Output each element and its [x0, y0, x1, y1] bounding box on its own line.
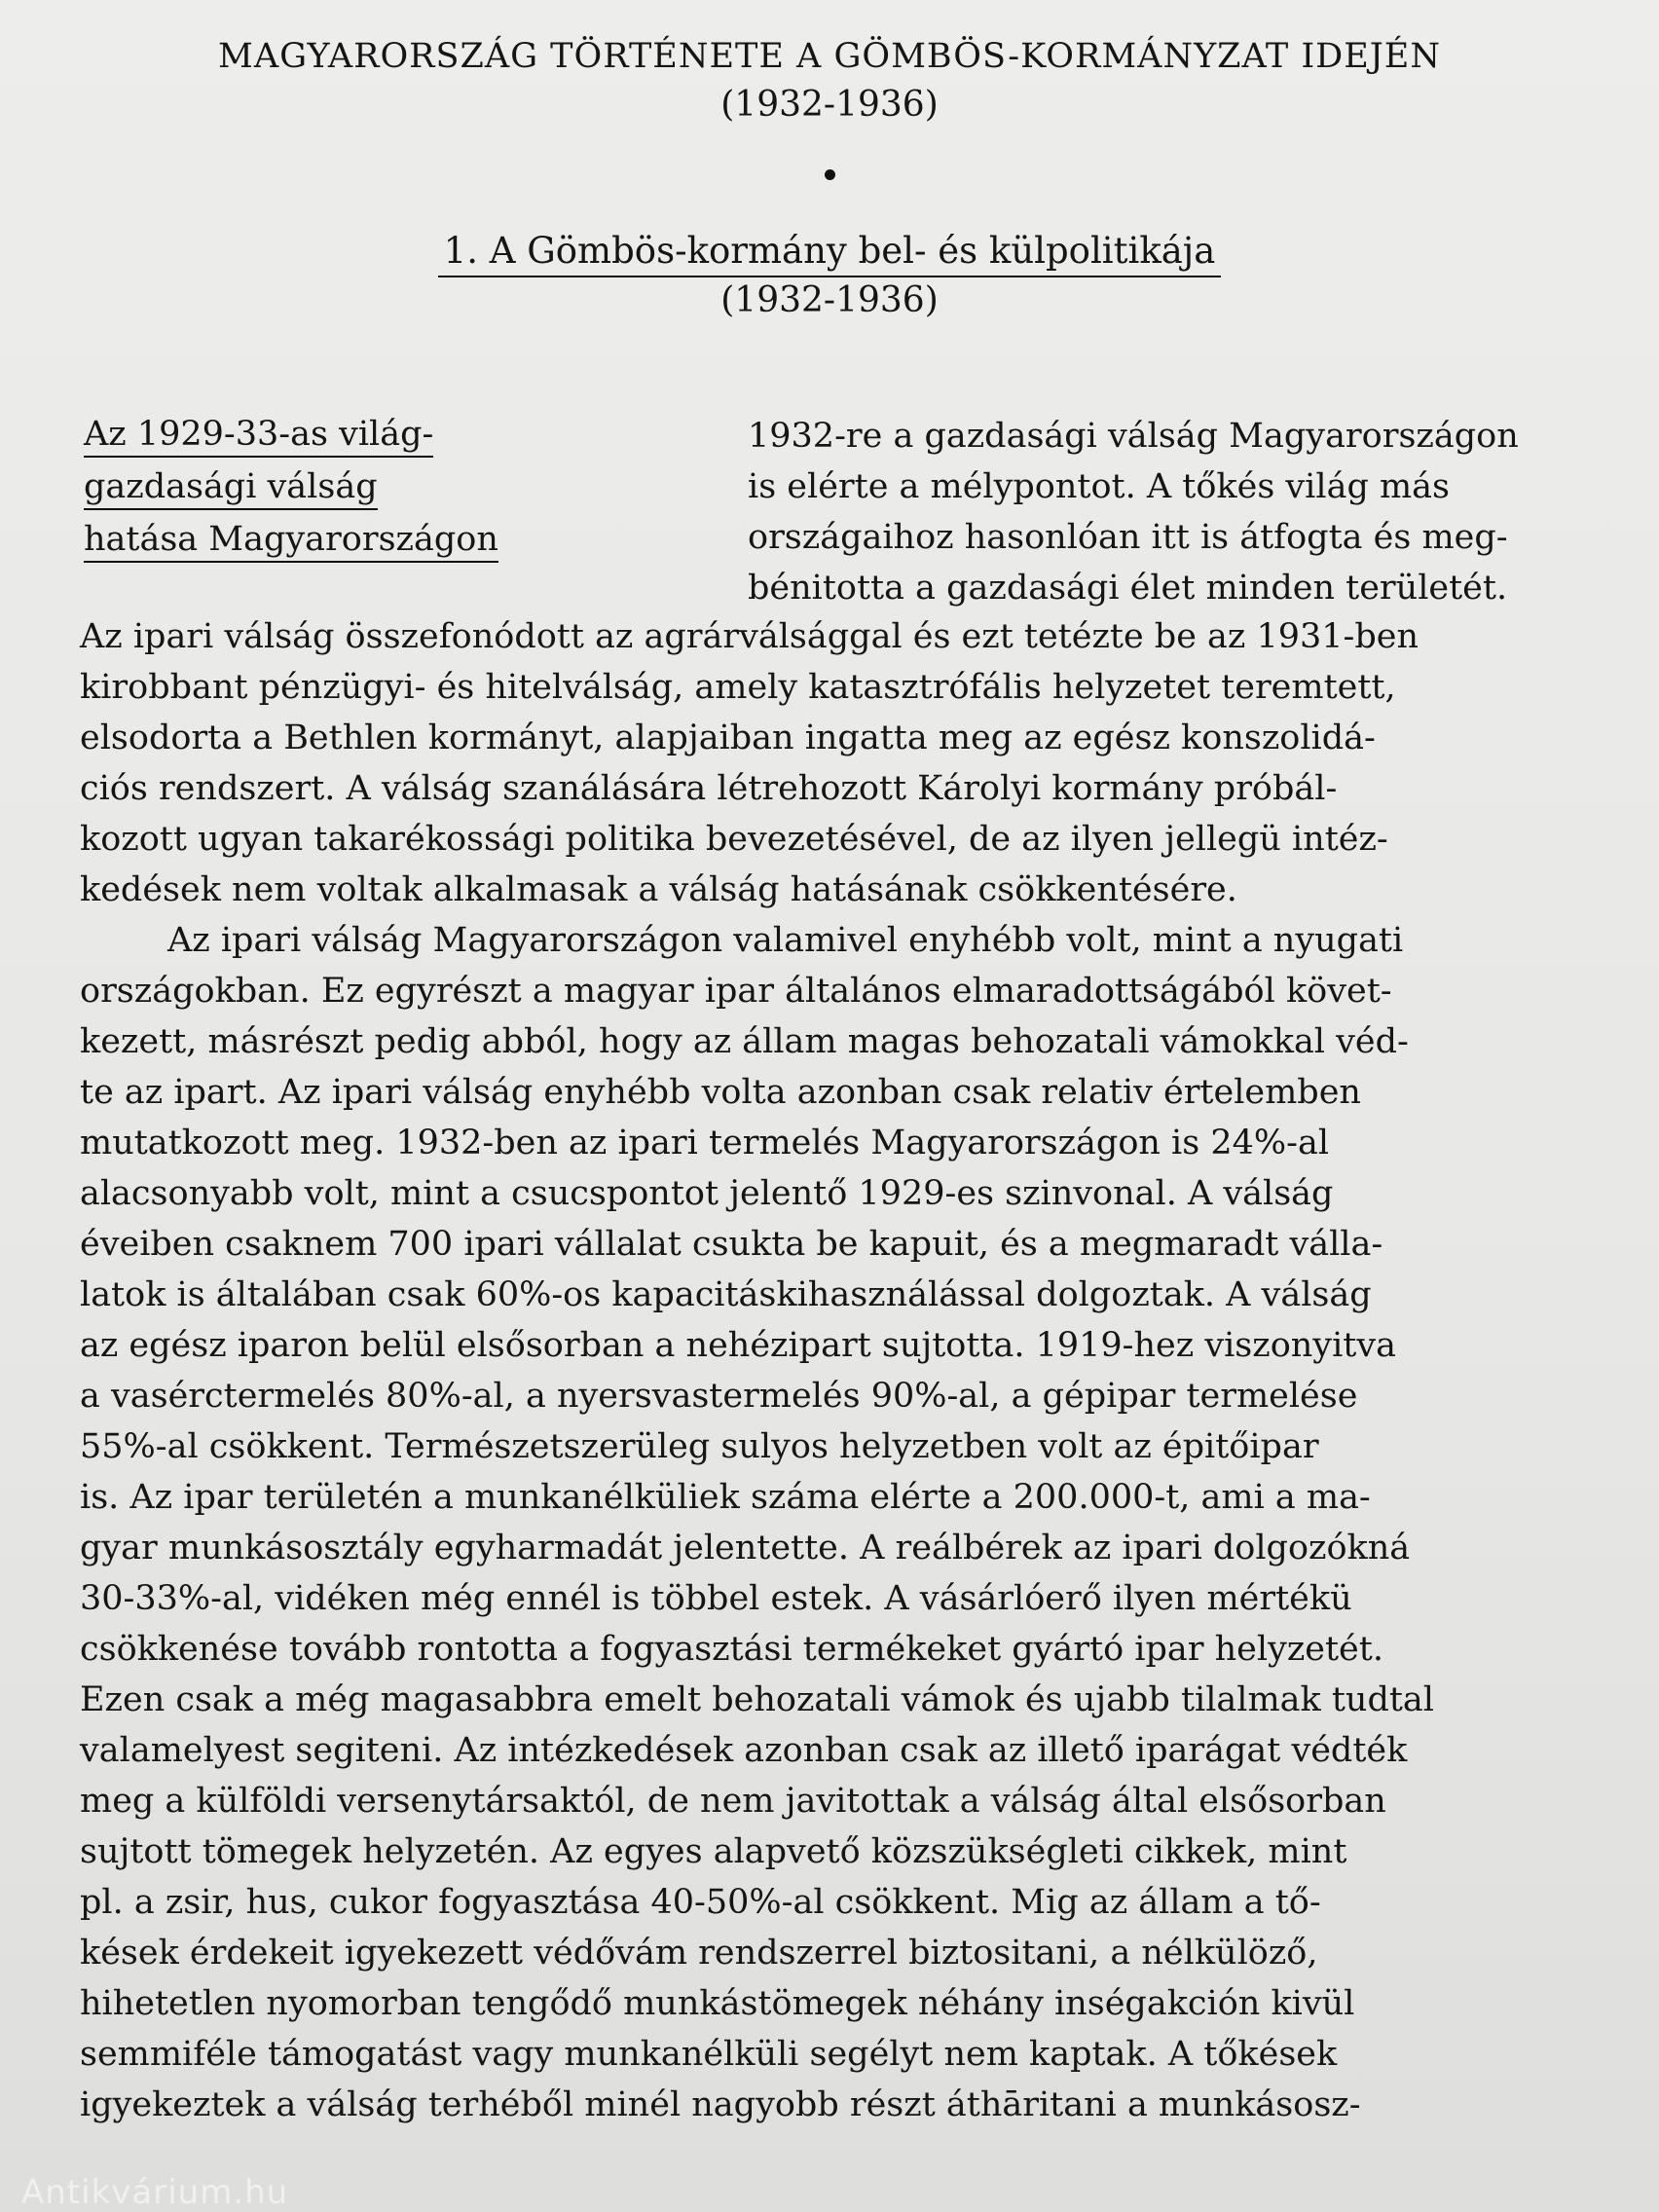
text-line: mutatkozott meg. 1932-ben az ipari termelés Magyarországon is 24%-al — [80, 1124, 1330, 1162]
text-line: is. Az ipar területén a munkanélküliek száma elérte a 200.000-t, ami a ma- — [80, 1478, 1371, 1517]
text-line: gyar munkásosztály egyharmadát jelentette. A reálbérek az ipari dolgozókná — [80, 1529, 1411, 1567]
text-line: az egész iparon belül elsősorban a nehézipart sujtotta. 1919-hez viszonyitva — [80, 1326, 1396, 1365]
text-line: Ezen csak a még magasabbra emelt behozatali vámok és ujabb tilalmak tudtal — [80, 1680, 1434, 1719]
text-line: 30-33%-al, vidéken még ennél is többel estek. A vásárlóerő ilyen mértékü — [80, 1579, 1352, 1618]
text-line: Az ipari válság összefonódott az agrárválsággal és ezt tetézte be az 1931-ben — [80, 617, 1419, 656]
text-line: latok is általában csak 60%-os kapacitáskihasználással dolgoztak. A válság — [80, 1275, 1372, 1314]
text-line: csökkenése tovább rontotta a fogyasztási termékeket gyártó ipar helyzetét. — [80, 1630, 1383, 1669]
text-line: Az ipari válság Magyarországon valamivel enyhébb volt, mint a nyugati — [167, 921, 1404, 960]
side-heading-line: Az 1929-33-as világ- — [84, 413, 433, 458]
text-line: igyekeztek a válság terhéből minél nagyobb részt áthāritani a munkásosz- — [80, 2085, 1361, 2124]
text-line: országokban. Ez egyrészt a magyar ipar általános elmaradottságából követ- — [80, 972, 1392, 1011]
text-line: valamelyest segiteni. Az intézkedések azonban csak az illető iparágat védték — [80, 1731, 1408, 1770]
text-line: kirobbant pénzügyi- és hitelválság, amely katasztrófális helyzetet teremtett, — [80, 668, 1396, 707]
paragraph-1 — [80, 611, 1655, 915]
text-line: te az ipart. Az ipari válság enyhébb volta azonban csak relativ értelemben — [80, 1073, 1361, 1112]
side-heading-line: gazdasági válság — [84, 465, 378, 510]
text-line: meg a külföldi versenytársaktól, de nem javitottak a válság által elsősorban — [80, 1782, 1386, 1821]
body-text — [80, 611, 1655, 2130]
text-line: ciós rendszert. A válság szanálására létrehozott Károlyi kormány próbál- — [80, 769, 1338, 808]
text-line: sujtott tömegek helyzetén. Az egyes alapvető közszükségleti cikkek, mint — [80, 1832, 1347, 1871]
text-line: semmiféle támogatást vagy munkanélküli segélyt nem kaptak. A tőkések — [80, 2035, 1338, 2074]
main-title-years: (1932-1936) — [720, 85, 939, 125]
side-heading — [84, 413, 590, 571]
text-line: pl. a zsir, hus, cukor fogyasztása 40-50%-al csökkent. Mig az állam a tő- — [80, 1883, 1321, 1922]
intro-paragraph — [748, 411, 1653, 613]
text-line: kezett, másrészt pedig abból, hogy az állam magas behozatali vámokkal véd- — [80, 1022, 1409, 1061]
document-header — [0, 35, 1659, 324]
section-years: (1932-1936) — [720, 280, 939, 320]
text-line: elsodorta a Bethlen kormányt, alapjaiban ingatta meg az egész konszolidá- — [80, 719, 1376, 757]
text-line: alacsonyabb volt, mint a csucspontot jelentő 1929-es szinvonal. A válság — [80, 1174, 1334, 1213]
text-line: éveiben csaknem 700 ipari vállalat csukta be kapuit, és a megmaradt válla- — [80, 1225, 1383, 1264]
text-line: kozott ugyan takarékossági politika bevezetésével, de az ilyen jellegü intéz- — [80, 820, 1388, 859]
text-line: kések érdekeit igyekezett védővám rendszerrel biztositani, a nélkülöző, — [80, 1934, 1318, 1972]
section-title: 1. A Gömbös-kormány bel- és külpolitikája — [438, 229, 1222, 277]
text-line: a vasérctermelés 80%-al, a nyersvastermelés 90%-al, a gépipar termelése — [80, 1377, 1358, 1416]
intro-line: is elérte a mélypontot. A tőkés világ más — [748, 467, 1450, 506]
intro-line: 1932-re a gazdasági válság Magyarországon — [748, 417, 1519, 456]
main-title: MAGYARORSZÁG TÖRTÉNETE A GÖMBÖS-KORMÁNYZAT IDEJÉN — [218, 37, 1441, 76]
intro-line: országaihoz hasonlóan itt is átfogta és meg- — [748, 518, 1508, 557]
text-line: hihetetlen nyomorban tengődő munkástömegek néhány inségakción kivül — [80, 1984, 1355, 2023]
bullet-mark — [825, 169, 835, 180]
text-line: 55%-al csökkent. Természetszerüleg sulyos helyzetben volt az épitőipar — [80, 1427, 1319, 1466]
intro-line: bénitotta a gazdasági élet minden területét. — [748, 569, 1508, 608]
watermark: Antikvárium.hu — [21, 2173, 289, 2212]
paragraph-2 — [80, 915, 1655, 2130]
text-line: kedések nem voltak alkalmasak a válság hatásának csökkentésére. — [80, 870, 1237, 909]
side-heading-line: hatása Magyarországon — [84, 518, 498, 563]
